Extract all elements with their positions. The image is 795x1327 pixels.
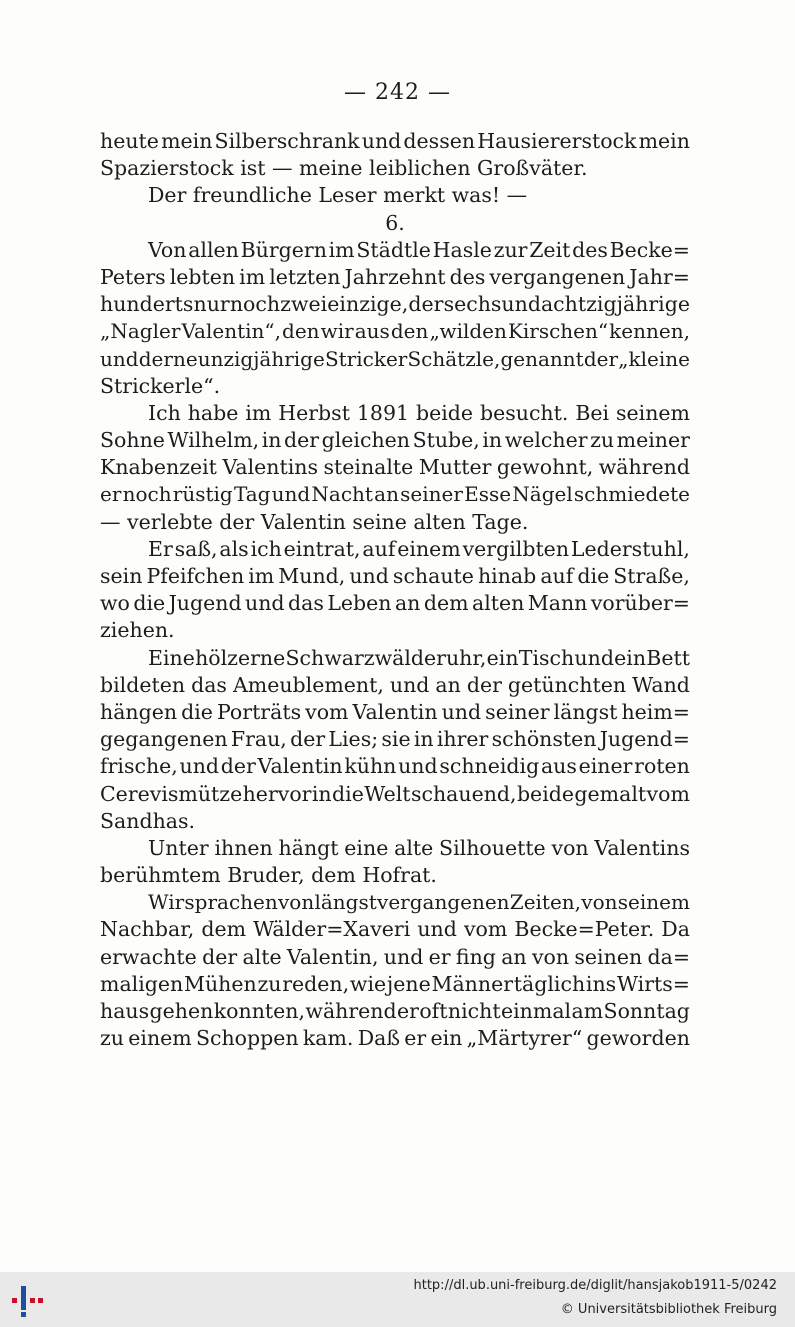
word: Porträts xyxy=(216,699,302,724)
word: beide xyxy=(415,400,474,425)
word: getünchten xyxy=(507,672,627,697)
word: den xyxy=(390,319,429,344)
word: Lies; xyxy=(328,727,379,752)
word: Daß xyxy=(357,1026,401,1051)
word: „wilden xyxy=(429,319,507,344)
word: ein xyxy=(486,645,519,670)
word: aus xyxy=(540,754,577,779)
ub-freiburg-logo-icon[interactable] xyxy=(8,1280,48,1320)
word: Mund, xyxy=(278,564,346,588)
text-line xyxy=(100,291,690,318)
text-line xyxy=(100,182,690,209)
word: ihrer xyxy=(436,727,489,752)
word: Wirts= xyxy=(616,971,690,996)
permalink-url[interactable]: http://dl.ub.uni-freiburg.de/diglit/hansjakob1911-5/0242 xyxy=(413,1278,777,1293)
text-line xyxy=(100,128,690,155)
word: die xyxy=(577,564,610,588)
copyright-notice: © Universitätsbibliothek Freiburg xyxy=(560,1302,777,1317)
word: vorüber= xyxy=(590,591,690,616)
word: der xyxy=(138,346,173,371)
word: vom xyxy=(463,917,508,942)
word: Jahrzehnt xyxy=(344,264,446,289)
word: gewohnt, xyxy=(496,455,594,480)
word: Jahr= xyxy=(629,264,690,289)
word: Jugend xyxy=(168,591,242,616)
word: täglich xyxy=(513,971,586,996)
word: Wir xyxy=(148,890,185,915)
word: ein xyxy=(614,645,647,670)
word: von xyxy=(551,835,589,860)
word: Kirschen“ xyxy=(507,319,609,344)
text-line xyxy=(100,916,690,943)
word: seinem xyxy=(617,890,690,915)
word: und xyxy=(574,645,614,670)
word: besucht. xyxy=(479,400,569,425)
word: am xyxy=(571,999,604,1023)
word: das xyxy=(191,672,227,697)
word: genannt xyxy=(500,346,584,371)
word: schneidig xyxy=(439,754,540,779)
word: einem xyxy=(128,1026,192,1051)
word: seiner xyxy=(485,699,550,724)
word: Valentin“, xyxy=(181,319,281,344)
text-line xyxy=(100,237,690,264)
word: ihnen xyxy=(214,835,273,860)
word: reden, xyxy=(282,971,350,996)
word: Ameublement, xyxy=(232,672,384,697)
word: zwei xyxy=(280,292,328,317)
word: Cerevismütze xyxy=(100,781,243,806)
text-line xyxy=(100,1025,690,1052)
word: gegangenen xyxy=(100,727,228,752)
word: Becke= xyxy=(609,237,690,262)
word: kühn xyxy=(344,754,397,779)
word: eine xyxy=(344,835,389,860)
word: Da xyxy=(661,917,690,942)
text-line xyxy=(100,373,690,400)
line-text: Der freundliche Leser merkt was! — xyxy=(148,183,528,208)
text-line xyxy=(100,590,690,617)
word: während xyxy=(305,999,397,1023)
word: dem xyxy=(423,591,469,616)
word: der xyxy=(202,944,238,969)
word: gleichen xyxy=(321,428,411,453)
word: Stricker xyxy=(324,346,408,371)
word: Mühen xyxy=(183,971,257,996)
word: längst xyxy=(553,699,618,724)
text-line xyxy=(100,971,690,998)
word: geworden xyxy=(586,1026,690,1051)
word: zu xyxy=(100,1026,125,1051)
word: Sohne xyxy=(100,428,165,453)
word: Unter xyxy=(148,835,209,860)
word: er xyxy=(404,1026,427,1051)
word: hängt xyxy=(278,835,339,860)
word: rüstig xyxy=(172,482,233,507)
word: bildeten xyxy=(100,672,186,697)
word: und xyxy=(100,346,139,371)
word: ein xyxy=(430,1026,463,1051)
word: einmal xyxy=(500,999,572,1023)
word: längst xyxy=(314,890,377,915)
word: Nacht xyxy=(311,482,373,507)
text-line xyxy=(100,536,690,563)
text-line xyxy=(100,726,690,753)
word: Valentin, xyxy=(286,944,379,969)
word: seiner xyxy=(400,482,463,507)
text-line xyxy=(100,781,690,808)
word: und xyxy=(417,917,457,942)
word: Herbst xyxy=(278,400,350,425)
word: der xyxy=(466,672,502,697)
word: im xyxy=(245,400,272,425)
word: konnten, xyxy=(213,999,305,1023)
word: heute xyxy=(100,129,159,153)
text-line xyxy=(100,889,690,916)
word: Hasle xyxy=(432,237,492,262)
word: Bei xyxy=(575,400,610,425)
word: an xyxy=(394,591,421,616)
word: und xyxy=(383,944,424,969)
text-line xyxy=(100,563,690,590)
word: als xyxy=(219,536,249,561)
word: der xyxy=(583,346,619,371)
word: Leben xyxy=(327,591,392,616)
word: von xyxy=(531,944,570,969)
word: aus xyxy=(354,319,390,344)
word: Esse xyxy=(464,482,512,507)
text-line xyxy=(100,509,690,536)
word: des xyxy=(449,264,486,289)
word: schönsten xyxy=(491,727,597,752)
word: zu xyxy=(257,971,282,996)
word: Wilhelm, xyxy=(167,428,260,453)
word: „Märtyrer“ xyxy=(466,1026,583,1051)
text-line xyxy=(100,835,690,862)
word: Frau, xyxy=(230,727,287,752)
word: Männer xyxy=(431,971,514,996)
word: Von xyxy=(148,237,187,262)
word: und xyxy=(245,591,285,616)
text-line xyxy=(100,427,690,454)
word: saß, xyxy=(174,536,218,561)
word: ins xyxy=(585,971,617,996)
word: Straße, xyxy=(613,564,690,588)
word: dessen xyxy=(403,129,476,153)
word: „Nagler xyxy=(100,319,181,344)
word: auf xyxy=(540,564,574,588)
text-line xyxy=(100,155,690,182)
word: seinen xyxy=(574,944,643,969)
word: der xyxy=(408,292,444,317)
text-line xyxy=(100,210,690,237)
word: und xyxy=(271,482,311,507)
word: und xyxy=(389,672,430,697)
word: heim= xyxy=(621,699,690,724)
word: Nägel xyxy=(512,482,573,507)
word: vom xyxy=(305,699,349,724)
word: oft xyxy=(419,999,448,1023)
word: Mann xyxy=(527,591,588,616)
word: kennen, xyxy=(609,319,690,344)
footer-bar xyxy=(0,1272,795,1327)
text-line xyxy=(100,318,690,345)
word: haus xyxy=(100,999,150,1023)
word: von xyxy=(278,890,315,915)
word: jene xyxy=(386,971,431,996)
word: Mutter xyxy=(418,455,492,480)
text-line xyxy=(100,672,690,699)
word: Lederstuhl, xyxy=(570,536,690,561)
word: meiner xyxy=(616,428,690,453)
text-line xyxy=(100,753,690,780)
word: sprachen xyxy=(184,890,278,915)
word: Valentin xyxy=(352,699,438,724)
word: Nachbar, xyxy=(100,917,195,942)
word: hängen xyxy=(100,699,178,724)
text-line xyxy=(100,346,690,373)
word: schmiedete xyxy=(573,482,690,507)
word: an xyxy=(374,482,399,507)
line-text: Strickerle“. xyxy=(100,373,221,398)
word: Bett xyxy=(646,645,690,670)
word: letzten xyxy=(269,264,341,289)
word: fing xyxy=(455,944,496,969)
word: er xyxy=(100,482,122,507)
word: Eine xyxy=(148,645,195,670)
word: vergangenen xyxy=(489,264,626,289)
word: lebten xyxy=(169,264,236,289)
line-text: 6. xyxy=(385,210,405,235)
word: und xyxy=(179,754,220,779)
line-text: berühmtem Bruder, dem Hofrat. xyxy=(100,863,437,888)
word: ich xyxy=(250,536,282,561)
word: Pfeifchen xyxy=(146,564,245,588)
word: Peters xyxy=(100,264,166,289)
word: schauend, xyxy=(410,781,517,806)
text-line xyxy=(100,400,690,427)
word: er xyxy=(397,999,419,1023)
text-line xyxy=(100,808,690,835)
word: mein xyxy=(638,129,690,153)
word: in xyxy=(413,727,434,752)
word: beide xyxy=(516,781,575,806)
word: und xyxy=(349,564,389,588)
word: nicht xyxy=(447,999,501,1023)
word: der xyxy=(220,754,256,779)
word: hervor xyxy=(242,781,312,806)
word: zur xyxy=(493,237,528,262)
word: Valentin xyxy=(257,754,343,779)
word: seinem xyxy=(616,400,690,425)
word: der xyxy=(290,727,326,752)
text-line xyxy=(100,944,690,971)
word: vergilbten xyxy=(462,536,570,561)
word: schaute xyxy=(392,564,474,588)
word: Zeit xyxy=(529,237,571,262)
word: alten xyxy=(471,591,525,616)
word: steinalte xyxy=(323,455,414,480)
word: in xyxy=(482,428,503,453)
word: Tag xyxy=(233,482,271,507)
word: Sonntag xyxy=(603,999,690,1023)
word: an xyxy=(435,672,461,697)
text-line xyxy=(100,699,690,726)
word: auf xyxy=(362,536,396,561)
word: das xyxy=(288,591,324,616)
line-text: Spazierstock ist — meine leiblichen Großväter. xyxy=(100,156,588,181)
word: und xyxy=(441,699,482,724)
word: kam. xyxy=(302,1026,354,1051)
word: neunzigjährige xyxy=(173,346,325,371)
word: Bürgern xyxy=(240,237,327,262)
word: des xyxy=(572,237,608,262)
word: gehen xyxy=(149,999,214,1023)
word: noch xyxy=(122,482,172,507)
line-text: Sandhas. xyxy=(100,808,196,833)
word: er xyxy=(428,944,451,969)
word: im xyxy=(239,264,266,289)
word: der xyxy=(284,428,320,453)
word: habe xyxy=(187,400,239,425)
word: Schätzle, xyxy=(407,346,501,371)
word: mein xyxy=(161,129,213,153)
text-line xyxy=(100,862,690,889)
word: die xyxy=(133,591,166,616)
word: Zeiten, xyxy=(509,890,582,915)
word: einem xyxy=(397,536,461,561)
word: in xyxy=(261,428,282,453)
word: zu xyxy=(590,428,615,453)
word: Knabenzeit xyxy=(100,455,217,480)
word: den xyxy=(282,319,320,344)
word: „kleine xyxy=(618,346,690,371)
word: Silberschrank xyxy=(214,129,360,153)
word: wir xyxy=(320,319,354,344)
word: im xyxy=(248,564,275,588)
word: Jugend= xyxy=(599,727,690,752)
word: hölzerne xyxy=(195,645,286,670)
text-line xyxy=(100,454,690,481)
word: vom xyxy=(646,781,690,806)
page-number: — 242 — xyxy=(344,80,451,105)
word: Hausiererstock xyxy=(477,129,637,153)
word: Wand xyxy=(632,672,690,697)
word: sie xyxy=(381,727,411,752)
word: welcher xyxy=(504,428,588,453)
line-text: ziehen. xyxy=(100,618,175,643)
word: einzige, xyxy=(327,292,409,317)
word: Er xyxy=(148,536,173,561)
word: maligen xyxy=(100,971,184,996)
word: von xyxy=(581,890,618,915)
text-line xyxy=(100,481,690,508)
word: Schwarzwälderuhr, xyxy=(285,645,487,670)
word: sechsundachtzigjährige xyxy=(443,292,690,317)
word: Stube, xyxy=(412,428,480,453)
word: Becke=Peter. xyxy=(514,917,655,942)
word: Städtle xyxy=(356,237,431,262)
word: Valentins xyxy=(594,835,690,860)
word: Welt xyxy=(364,781,411,806)
word: und xyxy=(361,129,402,153)
word: hunderts xyxy=(100,292,194,317)
word: wie xyxy=(349,971,387,996)
word: Silhouette xyxy=(439,835,546,860)
word: Wälder=Xaveri xyxy=(253,917,411,942)
text-line xyxy=(100,617,690,644)
word: Ich xyxy=(148,400,181,425)
text-line xyxy=(100,998,690,1025)
word: die xyxy=(181,699,213,724)
word: alte xyxy=(394,835,434,860)
word: nur xyxy=(193,292,230,317)
body-text xyxy=(100,128,690,1052)
word: Valentins xyxy=(222,455,318,480)
word: im xyxy=(328,237,355,262)
word: noch xyxy=(229,292,281,317)
word: eintrat, xyxy=(283,536,361,561)
word: Schoppen xyxy=(195,1026,299,1051)
word: während xyxy=(598,455,690,480)
word: wo xyxy=(100,591,130,616)
word: die xyxy=(332,781,364,806)
word: alte xyxy=(242,944,282,969)
word: und xyxy=(398,754,438,779)
word: dem xyxy=(201,917,247,942)
text-line xyxy=(100,645,690,672)
word: erwachte xyxy=(100,944,197,969)
word: da= xyxy=(647,944,690,969)
line-text: — verlebte der Valentin seine alten Tage. xyxy=(100,509,529,534)
word: einer xyxy=(578,754,633,779)
text-line xyxy=(100,264,690,291)
word: Tisch xyxy=(518,645,575,670)
word: hinab xyxy=(477,564,537,588)
word: an xyxy=(501,944,527,969)
word: in xyxy=(311,781,332,806)
word: gemalt xyxy=(574,781,647,806)
word: vergangenen xyxy=(377,890,510,915)
word: sein xyxy=(100,564,143,588)
word: 1891 xyxy=(356,400,410,425)
word: roten xyxy=(634,754,690,779)
word: frische, xyxy=(100,754,178,779)
word: allen xyxy=(188,237,239,262)
